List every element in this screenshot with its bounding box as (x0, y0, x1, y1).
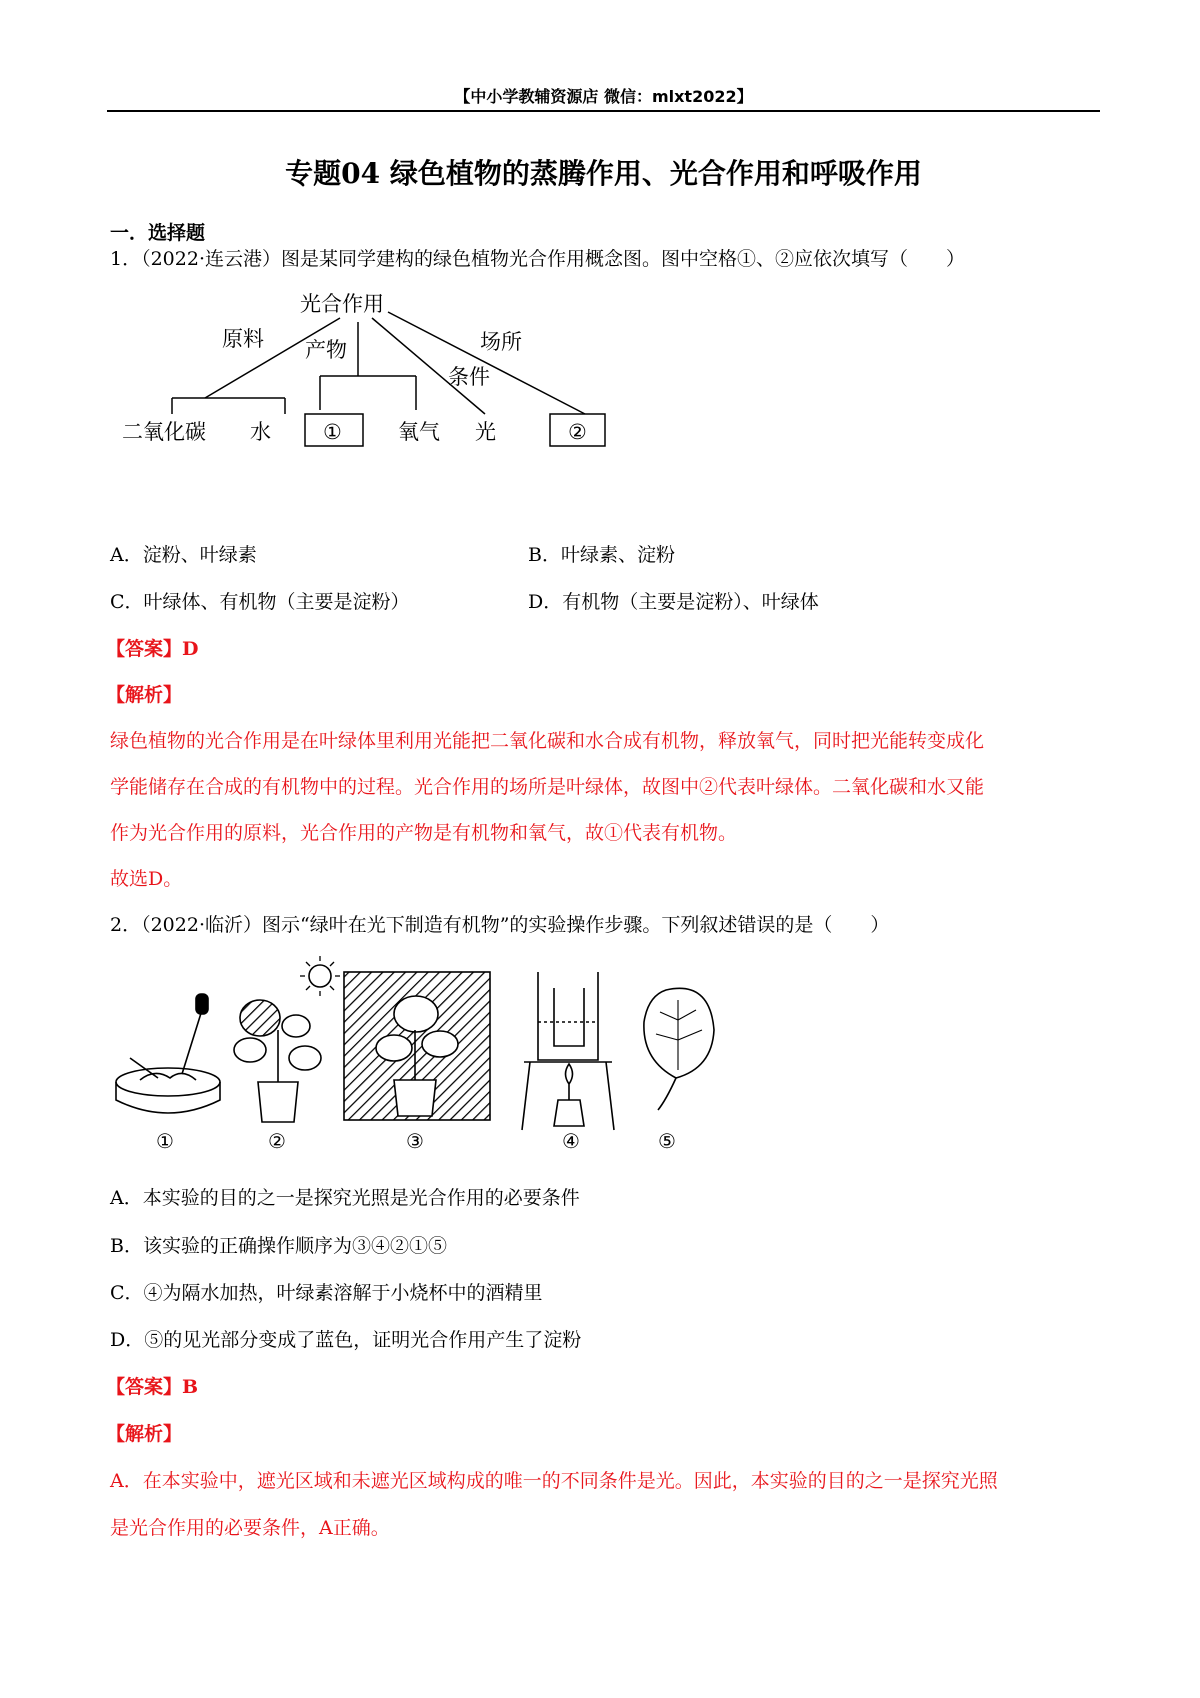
q1-concept-diagram (110, 290, 670, 490)
branch-condition: 条件 (448, 365, 490, 389)
q2-analysis-line-1: A．在本实验中，遮光区域和未遮光区域构成的唯一的不同条件是光。因此，本实验的目的之一是探究光照 (110, 1470, 998, 1492)
q1-option-c: C．叶绿体、有机物（主要是淀粉） (110, 591, 410, 613)
q2-analysis-line-2: 是光合作用的必要条件，A正确。 (110, 1517, 390, 1539)
figure-label-1: ① (156, 1129, 174, 1153)
q2-experiment-figure (110, 950, 770, 1160)
q2-option-b: B．该实验的正确操作顺序为③④②①⑤ (110, 1235, 447, 1257)
q2-option-c: C．④为隔水加热，叶绿素溶解于小烧杯中的酒精里 (110, 1282, 543, 1304)
branch-product: 产物 (305, 338, 347, 362)
q1-analysis-label: 【解析】 (106, 684, 183, 706)
q1-analysis-line-1: 绿色植物的光合作用是在叶绿体里利用光能把二氧化碳和水合成有机物，释放氧气，同时把光能转变成化 (110, 730, 985, 752)
page-header: 【中小学教辅资源店 微信：mlxt2022】 (454, 87, 753, 106)
figure-label-5: ⑤ (658, 1129, 676, 1153)
leaf-light: 光 (475, 420, 496, 444)
step-4-water-bath-illustration (522, 972, 614, 1130)
leaf-blank-2: ② (568, 420, 587, 444)
q1-answer: 【答案】D (106, 638, 199, 660)
figure-label-3: ③ (406, 1129, 424, 1153)
page-title: 专题04 绿色植物的蒸腾作用、光合作用和呼吸作用 (285, 157, 922, 190)
leaf-blank-1: ① (323, 420, 342, 444)
leaf-co2: 二氧化碳 (122, 420, 206, 444)
step-5-leaf-illustration (644, 988, 714, 1110)
figure-label-4: ④ (562, 1129, 580, 1153)
leaf-water: 水 (250, 420, 271, 444)
q1-stem: 1．（2022·连云港）图是某同学建构的绿色植物光合作用概念图。图中空格①、②应依次填写（ ） (110, 248, 965, 270)
q1-analysis-line-2: 学能储存在合成的有机物中的过程。光合作用的场所是叶绿体，故图中②代表叶绿体。二氧化碳和水又能 (110, 776, 985, 798)
q2-answer: 【答案】B (106, 1376, 199, 1398)
step-3-dark-box-illustration (344, 972, 490, 1120)
q1-analysis-line-4: 故选D。 (110, 868, 183, 890)
branch-place: 场所 (480, 330, 522, 354)
q1-option-b: B．叶绿素、淀粉 (528, 544, 675, 566)
step-2-plant-illustration (234, 956, 340, 1122)
q1-option-a: A．淀粉、叶绿素 (110, 544, 257, 566)
q2-option-d: D．⑤的见光部分变成了蓝色，证明光合作用产生了淀粉 (110, 1329, 582, 1351)
step-1-dish-illustration (116, 994, 220, 1113)
figure-label-2: ② (268, 1129, 286, 1153)
q2-option-a: A．本实验的目的之一是探究光照是光合作用的必要条件 (110, 1187, 580, 1209)
header-divider (107, 110, 1100, 112)
branch-raw: 原料 (222, 327, 264, 351)
q1-option-d: D．有机物（主要是淀粉）、叶绿体 (528, 591, 819, 613)
q2-analysis-label: 【解析】 (106, 1423, 183, 1445)
q2-stem: 2．（2022·临沂）图示“绿叶在光下制造有机物”的实验操作步骤。下列叙述错误的是（ ） (110, 914, 890, 936)
leaf-oxygen: 氧气 (398, 420, 440, 444)
diagram-root: 光合作用 (300, 292, 384, 316)
section-heading: 一．选择题 (110, 222, 206, 244)
q1-analysis-line-3: 作为光合作用的原料，光合作用的产物是有机物和氧气，故①代表有机物。 (110, 822, 738, 844)
